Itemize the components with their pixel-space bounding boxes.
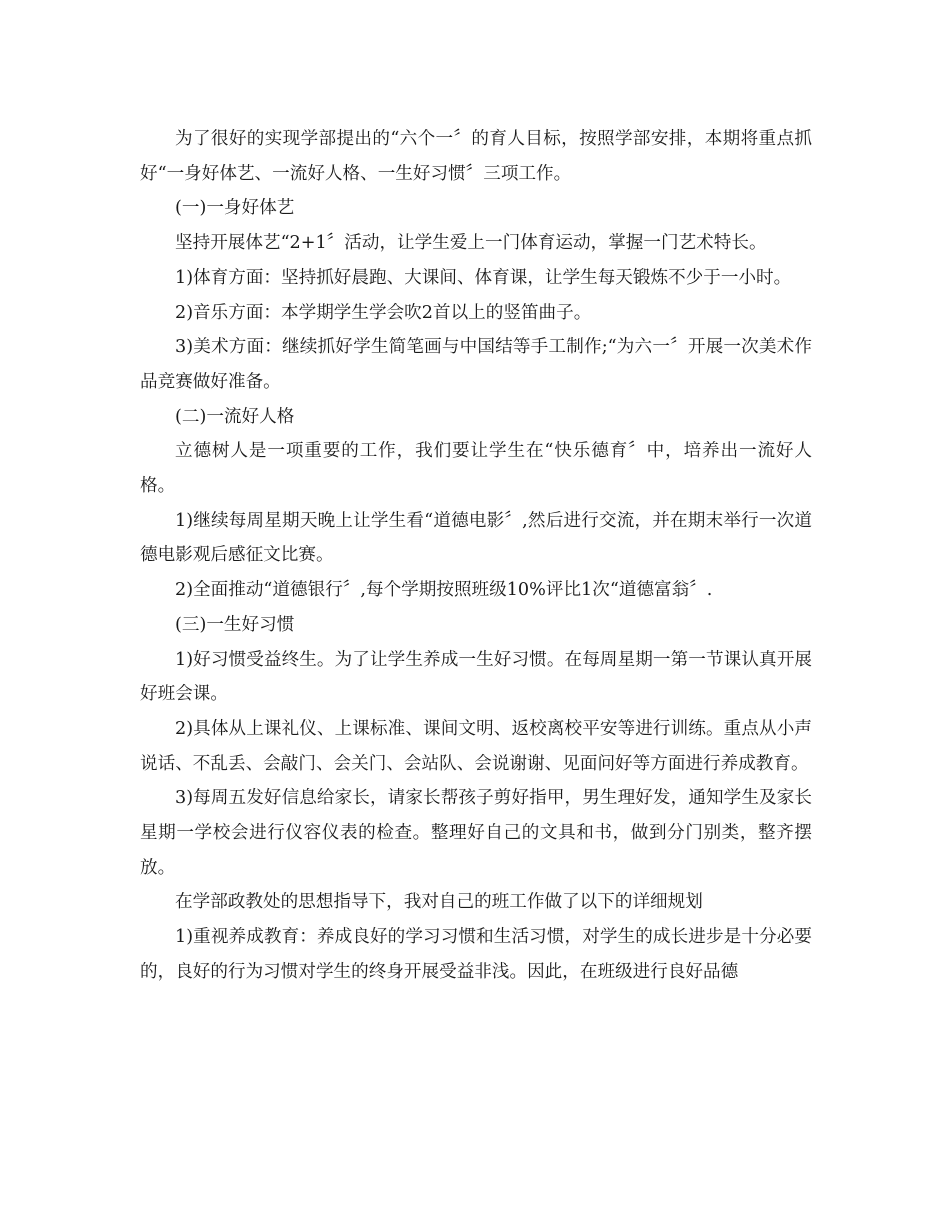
list-item: 1)继续每周星期天晚上让学生看“道德电影〞,然后进行交流，并在期末举行一次道德电影观后感征文比赛。 [140,510,812,566]
list-item: 1)体育方面：坚持抓好晨跑、大课间、体育课，让学生每天锻炼不少于一小时。 [175,267,792,288]
section-heading-3: (三)一生好习惯 [175,614,295,635]
list-item: 1)重视养成教育：养成良好的学习习惯和生活习惯，对学生的成长进步是十分必要的，良好的行为习惯对学生的终身开展受益非浅。因此，在班级进行良好品德 [140,927,812,982]
paragraph-intro: 为了很好的实现学部提出的“六个一〞的育人目标，按照学部安排，本期将重点抓好“一身好体艺、一流好人格、一生好习惯〞三项工作。 [140,129,812,184]
list-item: 2)全面推动“道德银行〞,每个学期按照班级10%评比1次“道德富翁〞. [175,580,713,601]
section-heading-1: (一)一身好体艺 [175,198,295,219]
list-item: 3)每周五发好信息给家长，请家长帮孩子剪好指甲，男生理好发，通知学生及家长星期一学校会进行仪容仪表的检查。整理好自己的文具和书，做到分门别类，整齐摆放。 [140,788,812,878]
paragraph: 坚持开展体艺“2+1〞活动，让学生爱上一门体育运动，掌握一门艺术特长。 [175,233,767,254]
section-heading-2: (二)一流好人格 [175,406,295,427]
list-item: 2)音乐方面：本学期学生学会吹2首以上的竖笛曲子。 [175,302,592,323]
paragraph: 在学部政教处的思想指导下，我对自己的班工作做了以下的详细规划 [175,892,703,913]
list-item: 1)好习惯受益终生。为了让学生养成一生好习惯。在每周星期一第一节课认真开展好班会课。 [140,649,812,705]
list-item: 2)具体从上课礼仪、上课标准、课间文明、返校离校平安等进行训练。重点从小声说话、不乱丢、会敲门、会关门、会站队、会说谢谢、见面问好等方面进行养成教育。 [140,718,812,774]
document-body [140,122,812,990]
list-item: 3)美术方面：继续抓好学生简笔画与中国结等手工制作;“为六一〞开展一次美术作品竞赛做好准备。 [140,337,812,392]
paragraph: 立德树人是一项重要的工作，我们要让学生在“快乐德育〞中，培养出一流好人格。 [140,441,812,497]
